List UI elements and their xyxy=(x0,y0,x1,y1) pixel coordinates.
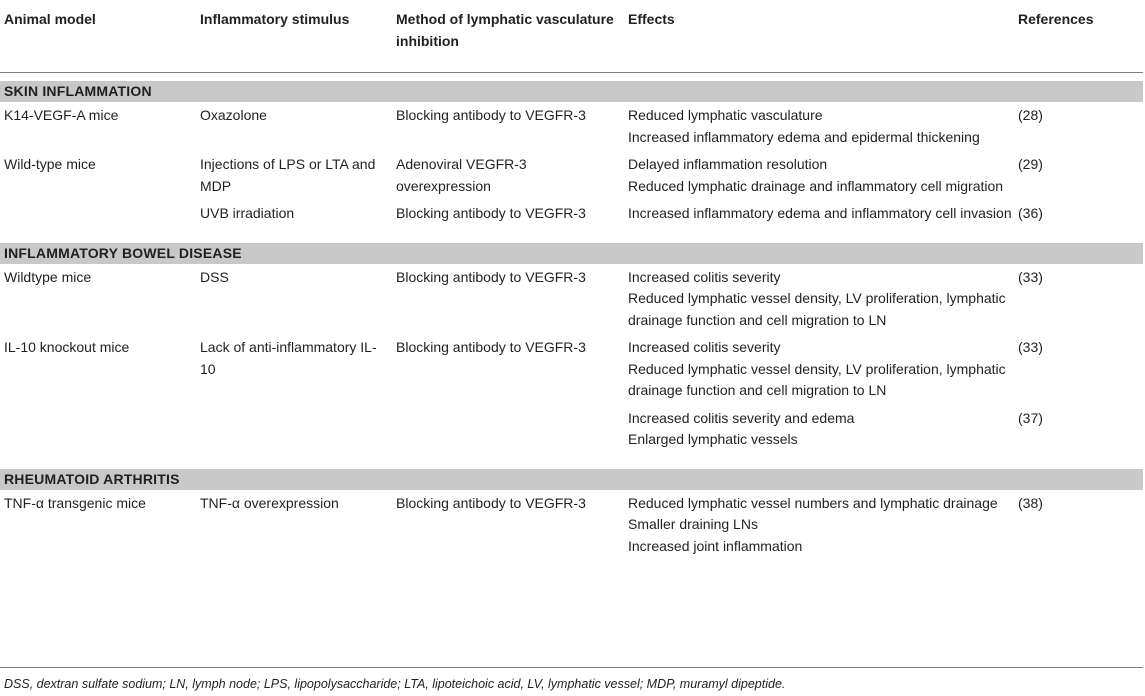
method-cell: Blocking antibody to VEGFR-3 xyxy=(396,205,586,221)
section-spacer xyxy=(0,235,1143,243)
spacer-cell xyxy=(0,73,1143,82)
column-header: Inflammatory stimulus xyxy=(196,7,392,73)
effect-item: Reduced lymphatic vessel density, LV proliferation, lymphatic drainage function and cell migration to LN xyxy=(628,360,1006,398)
section-header-row xyxy=(0,81,1143,102)
spacer-cell xyxy=(0,235,1143,243)
animal-model-cell: Wildtype mice xyxy=(4,268,92,285)
section-title: RHEUMATOID ARTHRITIS xyxy=(0,469,1143,490)
column-header: Method of lymphatic vasculature inhibition xyxy=(392,7,624,73)
method-cell: Blocking antibody to VEGFR-3 xyxy=(396,268,586,285)
reference-cell: (38) xyxy=(1018,494,1043,511)
table-row xyxy=(0,334,1143,405)
table-header-row xyxy=(0,7,1143,73)
table-row xyxy=(0,151,1143,200)
section-header-row xyxy=(0,243,1143,264)
stimulus-cell: TNF-α overexpression xyxy=(200,494,339,511)
effects-cell xyxy=(624,405,1014,461)
effects-cell xyxy=(624,151,1014,200)
section-spacer xyxy=(0,461,1143,469)
column-header: References xyxy=(1014,7,1143,73)
table-row xyxy=(0,200,1143,235)
spacer-cell xyxy=(0,461,1143,469)
method-cell xyxy=(392,405,624,461)
section-spacer xyxy=(0,73,1143,82)
effect-item: Increased inflammatory edema and epidermal thickening xyxy=(628,128,980,145)
effect-item: Delayed inflammation resolution xyxy=(628,156,828,172)
method-cell: Adenoviral VEGFR-3 overexpression xyxy=(396,156,527,194)
table-row xyxy=(0,102,1143,151)
method-cell: Blocking antibody to VEGFR-3 xyxy=(396,494,586,511)
method-cell: Blocking antibody to VEGFR-3 xyxy=(396,339,586,355)
effect-item: Increased colitis severity and edema xyxy=(628,409,855,426)
effect-item: Increased colitis severity xyxy=(628,339,781,355)
stimulus-cell xyxy=(196,405,392,461)
effect-item: Enlarged lymphatic vessels xyxy=(628,431,798,447)
column-header: Effects xyxy=(624,7,1014,73)
column-header: Animal model xyxy=(0,7,196,73)
animal-model-cell xyxy=(0,200,196,235)
animal-model-cell: IL-10 knockout mice xyxy=(4,339,130,355)
reference-cell: (36) xyxy=(1018,205,1043,221)
stimulus-cell: DSS xyxy=(200,268,229,285)
effect-item: Reduced lymphatic vessel numbers and lymphatic drainage xyxy=(628,494,998,511)
reference-cell: (33) xyxy=(1018,268,1043,285)
table-row xyxy=(0,264,1143,335)
table-row xyxy=(0,405,1143,461)
effects-cell xyxy=(624,200,1014,235)
section-title: INFLAMMATORY BOWEL DISEASE xyxy=(0,243,1143,264)
animal-model-cell: Wild-type mice xyxy=(4,156,96,172)
animal-model-cell: TNF-α transgenic mice xyxy=(4,494,146,511)
stimulus-cell: Oxazolone xyxy=(200,107,267,123)
effect-item: Increased inflammatory edema and inflammatory cell invasion xyxy=(628,205,1012,221)
stimulus-cell: Lack of anti-inflammatory IL-10 xyxy=(200,339,377,377)
animal-model-cell: K14-VEGF-A mice xyxy=(4,107,119,123)
table-body xyxy=(0,73,1143,568)
section-header-row xyxy=(0,469,1143,490)
table-bottom-rule xyxy=(0,667,1143,668)
effects-cell xyxy=(624,334,1014,405)
effect-item: Reduced lymphatic vessel density, LV proliferation, lymphatic drainage function and cell migration to LN xyxy=(628,290,1006,328)
stimulus-cell: UVB irradiation xyxy=(200,205,295,221)
effect-item: Reduced lymphatic drainage and inflammatory cell migration xyxy=(628,177,1004,194)
reference-cell: (37) xyxy=(1018,409,1043,426)
effects-cell xyxy=(624,490,1014,568)
reference-cell: (29) xyxy=(1018,156,1043,172)
reference-cell: (28) xyxy=(1018,107,1043,123)
lymphatic-inhibition-table xyxy=(0,7,1143,567)
effects-cell xyxy=(624,264,1014,335)
stimulus-cell: Injections of LPS or LTA and MDP xyxy=(200,156,376,194)
effect-item: Increased colitis severity xyxy=(628,268,781,285)
table-footnote: DSS, dextran sulfate sodium; LN, lymph node; LPS, lipopolysaccharide; LTA, lipoteichoic acid, LV, lymphatic vessel; MDP, muramyl dipeptide. xyxy=(4,677,786,691)
effect-item: Smaller draining LNs xyxy=(628,516,758,532)
method-cell: Blocking antibody to VEGFR-3 xyxy=(396,107,586,123)
reference-cell: (33) xyxy=(1018,339,1043,355)
table-row xyxy=(0,490,1143,568)
animal-model-cell xyxy=(0,405,196,461)
section-title: SKIN INFLAMMATION xyxy=(0,81,1143,102)
effect-item: Increased joint inflammation xyxy=(628,537,803,554)
effects-cell xyxy=(624,102,1014,151)
effect-item: Reduced lymphatic vasculature xyxy=(628,107,823,123)
